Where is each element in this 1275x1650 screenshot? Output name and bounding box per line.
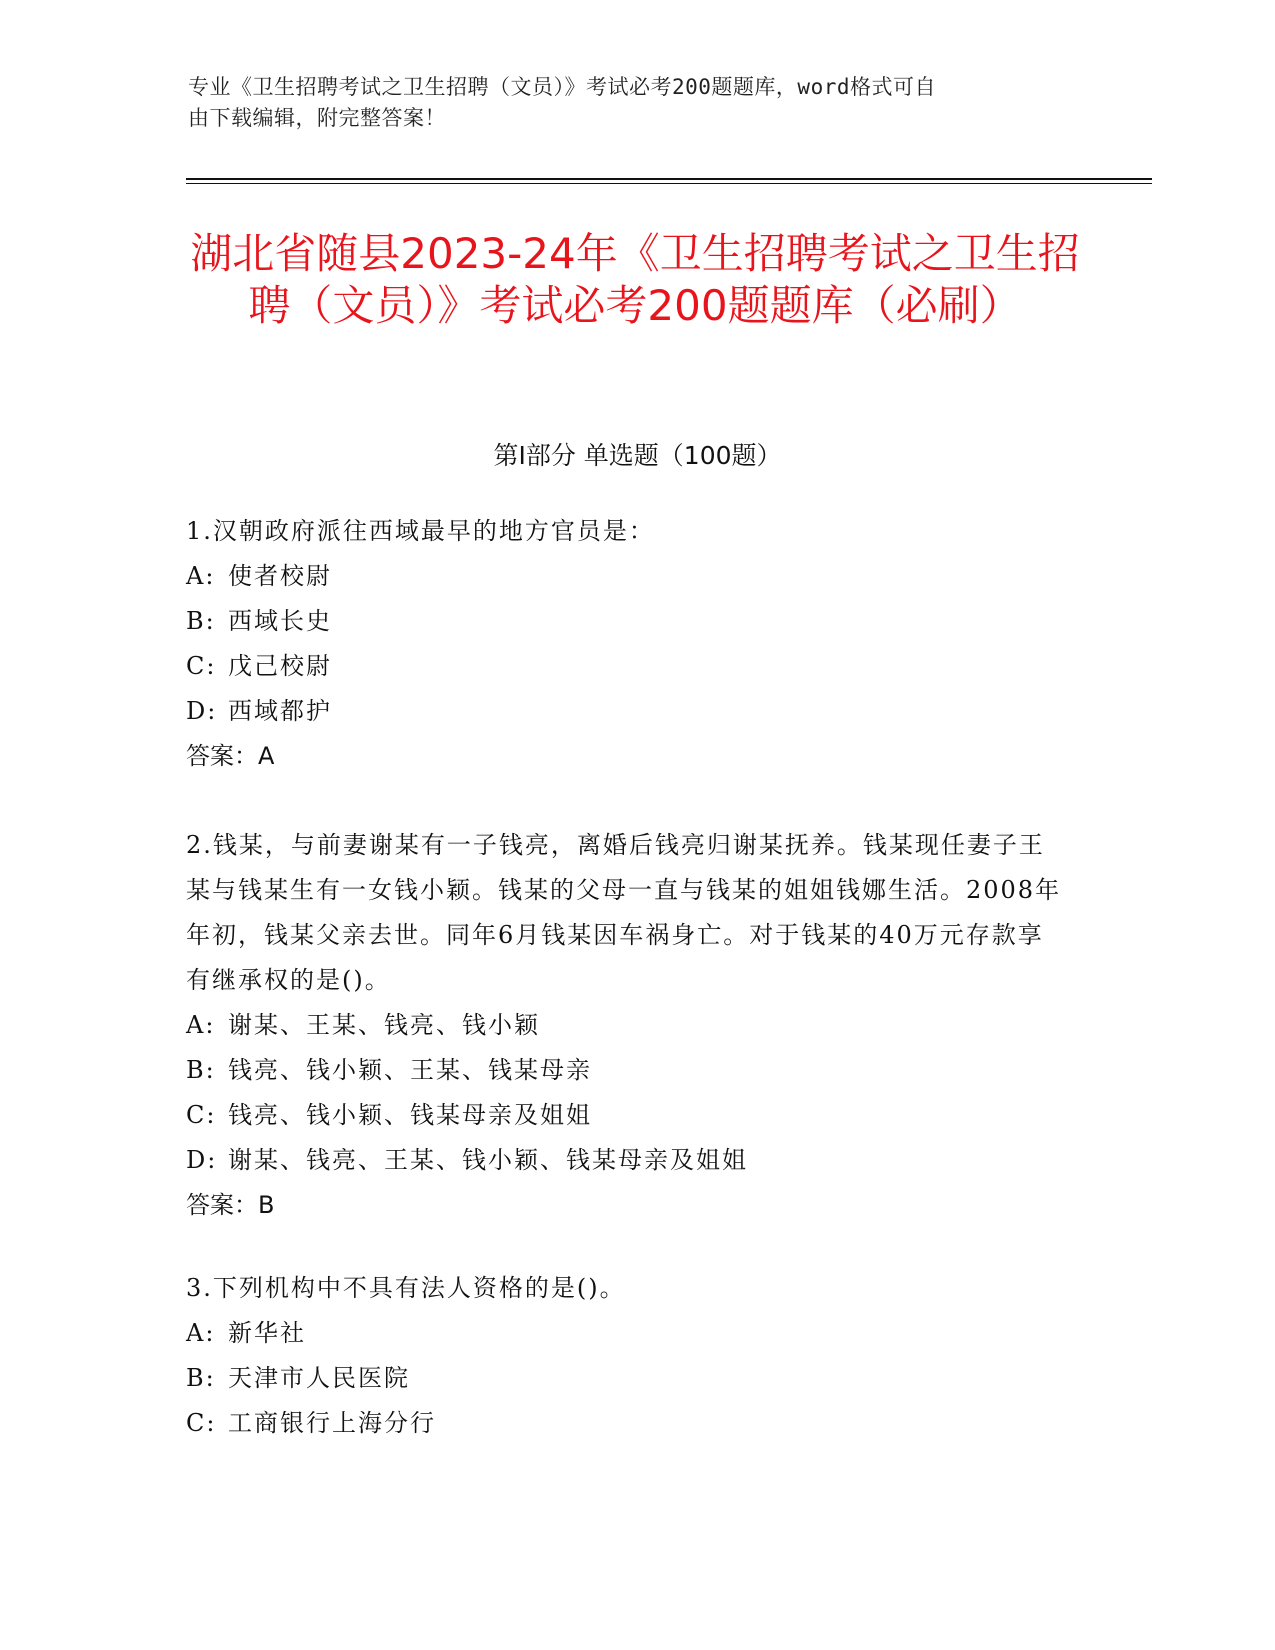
option-b bbox=[186, 1048, 1066, 1093]
answer: 答案：A bbox=[186, 742, 275, 770]
option-text: 谢某、王某、钱亮、钱小颖 bbox=[228, 1011, 540, 1039]
answer: 答案：B bbox=[186, 1191, 275, 1219]
option-label: A: bbox=[186, 1011, 216, 1039]
option-text: 西域长史 bbox=[228, 607, 332, 635]
option-c bbox=[186, 1401, 1066, 1446]
option-text: 谢某、钱亮、王某、钱小颖、钱某母亲及姐姐 bbox=[228, 1146, 748, 1174]
section-title: 第Ⅰ部分 单选题（100题） bbox=[493, 441, 782, 470]
question-2 bbox=[186, 823, 1066, 1228]
option-text: 工商银行上海分行 bbox=[228, 1409, 436, 1437]
header-divider-thin bbox=[186, 183, 1152, 184]
option-c bbox=[186, 644, 1066, 689]
option-label: B: bbox=[186, 1364, 216, 1392]
option-label: A: bbox=[186, 1319, 216, 1347]
option-text: 西域都护 bbox=[228, 697, 332, 725]
option-label: C: bbox=[186, 1409, 217, 1437]
question-stem: 3.下列机构中不具有法人资格的是()。 bbox=[186, 1274, 626, 1302]
question-stem: 1.汉朝政府派往西域最早的地方官员是： bbox=[186, 517, 655, 545]
header-note bbox=[188, 72, 1068, 134]
option-label: A: bbox=[186, 562, 216, 590]
option-text: 戊己校尉 bbox=[228, 652, 332, 680]
option-d bbox=[186, 1138, 1066, 1183]
option-label: C: bbox=[186, 1101, 217, 1129]
option-c bbox=[186, 1093, 1066, 1138]
question-stem: 2.钱某，与前妻谢某有一子钱亮，离婚后钱亮归谢某抚养。钱某现任妻子王某与钱某生有一女钱小颖。钱某的父母一直与钱某的姐姐钱娜生活。2008年年初，钱某父亲去世。同年6月钱某因车祸身亡。对于钱某的40万元存款享有继承权的是()。 bbox=[186, 831, 1062, 994]
document-title: 湖北省随县2023-24年《卫生招聘考试之卫生招聘（文员）》考试必考200题题库（必刷） bbox=[190, 229, 1080, 330]
option-text: 钱亮、钱小颖、王某、钱某母亲 bbox=[228, 1056, 592, 1084]
header-divider-thick bbox=[186, 178, 1152, 180]
option-a bbox=[186, 1003, 1066, 1048]
option-label: B: bbox=[186, 1056, 216, 1084]
option-text: 使者校尉 bbox=[228, 562, 332, 590]
option-a bbox=[186, 554, 1066, 599]
option-a bbox=[186, 1311, 1066, 1356]
question-1 bbox=[186, 509, 1066, 779]
option-text: 钱亮、钱小颖、钱某母亲及姐姐 bbox=[228, 1101, 592, 1129]
option-b bbox=[186, 1356, 1066, 1401]
question-3 bbox=[186, 1266, 1066, 1446]
option-label: B: bbox=[186, 607, 216, 635]
option-label: C: bbox=[186, 652, 217, 680]
header-note-line-1: 专业《卫生招聘考试之卫生招聘（文员）》考试必考200题题库，word格式可自 bbox=[188, 75, 936, 99]
option-b bbox=[186, 599, 1066, 644]
option-text: 天津市人民医院 bbox=[228, 1364, 410, 1392]
option-label: D: bbox=[186, 697, 218, 725]
option-label: D: bbox=[186, 1146, 218, 1174]
option-text: 新华社 bbox=[228, 1319, 306, 1347]
option-d bbox=[186, 689, 1066, 734]
header-note-line-2: 由下载编辑，附完整答案！ bbox=[188, 106, 446, 130]
